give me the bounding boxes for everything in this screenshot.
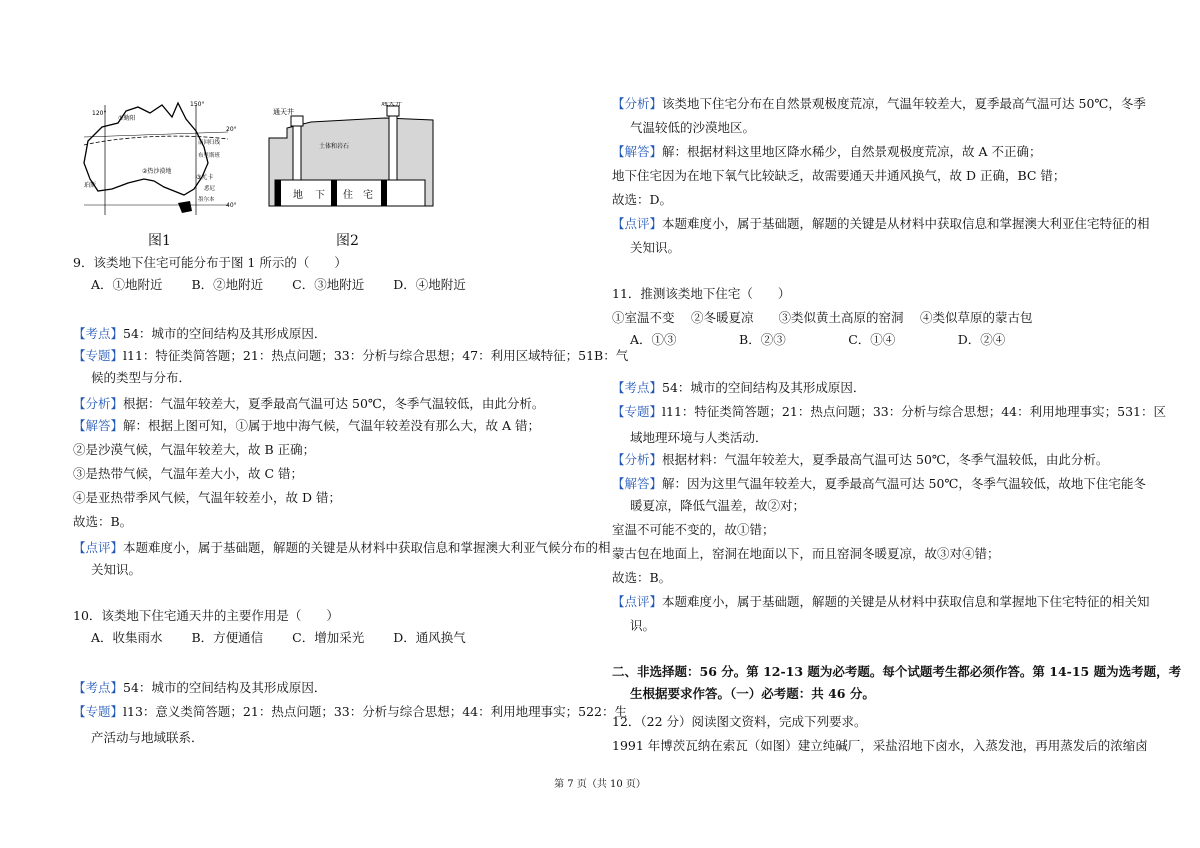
line-text: A．①③ B．②③ C．①④ D．②④ [630,332,1006,347]
line-text: 9．该类地下住宅可能分布于图 1 所示的（ ） [73,255,347,270]
left-text-line [73,326,326,342]
line-text: ②是沙漠气候，气温年较差大，故 B 正确； [73,442,316,457]
line-text: 12．（22 分）阅读图文资料，完成下列要求。 [612,714,867,729]
label-perth: 珀斯 [84,182,97,189]
line-text: 识。 [630,618,656,633]
line-text: A．收集雨水 B．方便通信 C．增加采光 D．通风换气 [91,630,466,645]
line-text: 根据：气温年较差大，夏季最高气温可达 50℃，冬季气温较低，由此分析。 [123,396,545,411]
label-location-1: ①勤阳 [118,115,136,122]
line-text: 域地理环境与人类活动． [630,430,768,445]
line-text: 本题难度小，属于基础题，解题的关键是从材料中获取信息和掌握澳大利亚住宅特征的相 [662,216,1150,231]
line-text: 二、非选择题：56 分。第 12-13 题为必考题。每个试题考生都必须作答。第 14-15 题为选考题，考 [612,664,1182,679]
right-text-line [612,476,1146,492]
left-text-line [73,348,628,364]
line-text: l11：特征类简答题；21：热点问题；33：分析与综合思想；47：利用区域特征；51B：气 [123,348,629,363]
line-text: ④是亚热带季风气候，气温年较差小，故 D 错； [73,490,341,505]
label-house-char: 下 [315,190,325,201]
line-text: 解：因为这里气温年较差大，夏季最高气温可达 50℃，冬季气温较低，故地下住宅能冬 [662,476,1146,491]
line-text: 本题难度小，属于基础题，解题的关键是从材料中获取信息和掌握地下住宅特征的相关知 [662,594,1150,609]
label-lon-120: 120° [92,110,107,117]
section-tag: 【点评】 [73,540,124,555]
australia-map-svg [78,97,243,217]
page-footer: 第 7 页（共 10 页） [554,779,646,790]
left-text-line [73,370,191,386]
right-text-line [612,404,1166,420]
wall-2 [331,180,337,206]
line-text: 解：根据上图可知，①属于地中海气候，气温年较差没有那么大，故 A 错； [123,418,540,433]
line-text: 故选：D。 [612,192,673,207]
line-text: 解：根据材料这里地区降水稀少，自然景观极度荒凉，故 A 不正确； [662,144,1042,159]
line-text: 地下住宅因为在地下氧气比较缺乏，故需要通天井通风换气，故 D 正确，BC 错； [612,168,1066,183]
right-text-line [612,570,671,586]
section-tag: 【解答】 [612,476,663,491]
line-text: 该类地下住宅分布在自然景观极度荒凉，气温年较差大，夏季最高气温可达 50℃，冬季 [662,96,1146,111]
label-melbourne: 墨尔本 [198,197,215,203]
right-text-line [612,498,805,514]
left-text-line [73,490,341,506]
section-tag: 【专题】 [73,704,124,719]
line-text: 54：城市的空间结构及其形成原因． [662,380,866,395]
label-lat-40: 40° [226,202,237,209]
right-text-line [612,594,1150,610]
shaft-left [293,126,301,182]
label-house-char: 住 [343,190,353,201]
section-tag: 【专题】 [73,348,124,363]
line-text: 室温不可能不变的，故①错； [612,522,775,537]
right-text-line [612,686,875,702]
section-tag: 【解答】 [612,144,663,159]
right-text-line [612,216,1150,232]
left-text-line [73,730,204,746]
underground-house-svg [265,102,435,212]
shaft-right-top [387,106,399,116]
label-house-char: 宅 [363,190,373,201]
shaft-right [389,116,397,182]
right-text-line [612,332,1005,348]
label-location-2: ②热沙漠地 [142,168,172,175]
section-tag: 【考点】 [73,680,124,695]
left-text-line [73,442,315,458]
right-text-line [612,380,865,396]
label-house-char: 地 [293,190,303,201]
section-tag: 【专题】 [612,404,663,419]
wall-3 [381,180,387,206]
left-text-line [73,704,627,720]
right-text-line [612,120,755,136]
figure-2-underground-house [265,102,435,212]
line-text: 54：城市的空间结构及其形成原因． [123,326,327,341]
left-text-line [73,540,611,556]
line-text: 候的类型与分布． [91,370,192,385]
right-text-line [612,664,1181,680]
label-location-3: ③尤卡 [196,174,214,181]
label-lon-150: 150° [190,101,205,108]
section-tag: 【分析】 [612,96,663,111]
line-text: 气温较低的沙漠地区。 [630,120,756,135]
section-tag: 【点评】 [612,594,663,609]
label-lat-20: 20° [226,126,237,133]
right-text-line [612,738,1148,754]
label-brisbane: 布里斯班 [198,153,221,159]
line-text: ①室温不变 ②冬暖夏凉 ③类似黄土高原的窑洞 ④类似草原的蒙古包 [612,310,1033,325]
line-text: 生根据要求作答。（一）必考题：共 46 分。 [630,686,875,701]
left-text-line [73,680,326,696]
right-text-line [612,96,1146,112]
label-shaft-right: 通天井 [381,102,402,107]
line-text: 11．推测该类地下住宅（ ） [612,286,791,301]
wall-1 [275,180,281,206]
figure-1-caption: 图1 [148,233,171,249]
section-tag: 【考点】 [73,326,124,341]
line-text: 故选：B。 [73,514,133,529]
left-text-line [73,608,339,624]
label-soil-rock: 土体和岩石 [319,143,350,150]
line-text: 本题难度小，属于基础题，解题的关键是从材料中获取信息和掌握澳大利亚气候分布的相 [123,540,611,555]
right-text-line [612,618,655,634]
line-text: 故选：B。 [612,570,672,585]
label-tropic: 南回归线 [198,140,221,146]
section-tag: 【解答】 [73,418,124,433]
tasmania [178,201,192,213]
right-text-line [612,168,1065,184]
line-text: 产活动与地域联系． [91,730,204,745]
left-text-line [73,396,544,412]
section-tag: 【考点】 [612,380,663,395]
line-text: 根据材料：气温年较差大，夏季最高气温可达 50℃，冬季气温较低，由此分析。 [662,452,1109,467]
label-shaft-left: 通天井 [273,108,294,116]
right-text-line [612,452,1108,468]
line-text: 1991 年博茨瓦纳在索瓦（如图）建立纯碱厂，采盐沼地下卤水，入蒸发池，再用蒸发后的浓缩卤 [612,738,1148,753]
line-text: 关知识。 [630,240,681,255]
section-tag: 【分析】 [612,452,663,467]
right-text-line [612,430,768,446]
label-sydney: 悉尼 [204,186,216,192]
right-text-line [612,240,680,256]
right-text-line [612,192,672,208]
right-text-line [612,714,867,730]
line-text: l11：特征类简答题；21：热点问题；33：分析与综合思想；44：利用地理事实；531：区 [662,404,1166,419]
line-text: 10．该类地下住宅通天井的主要作用是（ ） [73,608,339,623]
line-text: 蒙古包在地面上，窑洞在地面以下，而且窑洞冬暖夏凉，故③对④错； [612,546,1000,561]
left-text-line [73,514,132,530]
left-text-line [73,277,466,293]
left-text-line [73,630,466,646]
left-text-line [73,466,303,482]
right-text-line [612,144,1042,160]
left-text-line [73,418,540,434]
line-text: A．①地附近 B．②地附近 C．③地附近 D．④地附近 [91,277,466,292]
line-text: l13：意义类简答题；21：热点问题；33：分析与综合思想；44：利用地理事实；522：生 [123,704,627,719]
figure-1-australia-map [78,97,243,217]
right-text-line [612,522,775,538]
left-text-line [73,562,141,578]
line-text: 暖夏凉，降低气温差，故②对； [630,498,806,513]
section-tag: 【分析】 [73,396,124,411]
shaft-left-top [291,116,303,126]
right-text-line [612,286,790,302]
line-text: 关知识。 [91,562,142,577]
figure-2-caption: 图2 [336,233,359,249]
right-text-line [612,310,1032,326]
section-tag: 【点评】 [612,216,663,231]
line-text: 54：城市的空间结构及其形成原因． [123,680,327,695]
line-text: ③是热带气候，气温年差大小，故 C 错； [73,466,304,481]
left-text-line [73,255,347,271]
right-text-line [612,546,1000,562]
